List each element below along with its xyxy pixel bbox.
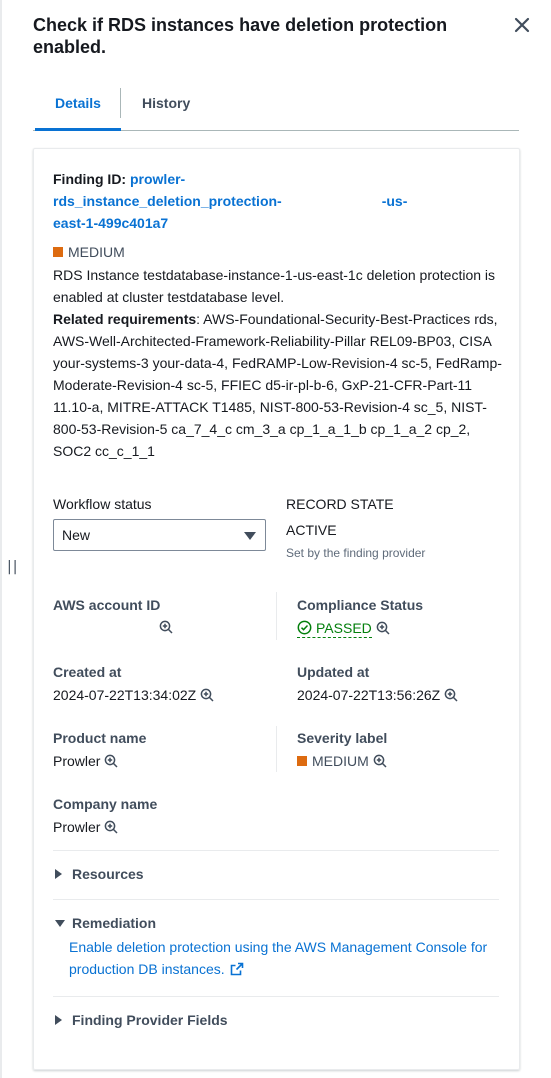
zoom-in-icon[interactable] [104, 820, 118, 834]
zoom-in-icon[interactable] [159, 620, 173, 634]
zoom-in-icon[interactable] [104, 754, 118, 768]
updated-at-value [297, 686, 458, 704]
created-at-value [53, 686, 214, 704]
finding-id-line3[interactable]: east-1-499c401a7 [53, 215, 169, 231]
tab-separator [120, 88, 121, 118]
tab-history[interactable]: History [142, 95, 191, 111]
finding-id-label: Finding ID: [53, 171, 127, 187]
severity-text: MEDIUM [68, 244, 125, 260]
status-badge [297, 618, 372, 638]
company-name-value [53, 818, 118, 836]
panel-header [33, 14, 503, 58]
finding-id-line1[interactable]: prowler- [129, 171, 186, 187]
updated-at-label: Updated at [297, 664, 370, 680]
company-name-text: Prowler [53, 819, 101, 835]
compliance-status-label: Compliance Status [297, 597, 424, 613]
zoom-in-icon[interactable] [376, 621, 390, 635]
remediation-label: Remediation [72, 915, 157, 931]
resources-expander[interactable] [55, 866, 144, 882]
tab-details[interactable]: Details [35, 86, 121, 131]
workflow-status-select[interactable] [53, 519, 266, 551]
record-state-note: Set by the finding provider [286, 546, 426, 560]
remediation-expander[interactable] [55, 915, 156, 931]
requirements-text: : AWS-Foundational-Security-Best-Practices rds, AWS-Well-Architected-Framework-Reliability-Pillar REL09-BP03, CISA your-systems-3 your-data-4, FedRAMP-Low-Revision-4 sc-5, FedRamp-Moderate-Revision-4 sc-5, FFIEC d5-ir-pl-b-6, GxP-21-CFR-Part-11 11.10-a, MITRE-ATTACK T1485, NIST-800-53-Revision-4 sc_5, NIST-800-53-Revision-5 ca_7_4_c cm_3_a cp_1_a_1_b cp_1_a_2 cp_2, SOC2 cc_c_1_1 [53, 311, 502, 459]
zoom-in-icon[interactable] [373, 754, 387, 768]
caret-right-icon [55, 1015, 62, 1025]
drag-handle-icon[interactable]: || [7, 559, 19, 575]
severity-label-label: Severity label [297, 730, 388, 746]
severity-square-icon [297, 756, 307, 766]
related-requirements [53, 308, 503, 462]
caret-down-icon [55, 920, 65, 927]
panel-title: Check if RDS instances have deletion protection enabled. [33, 15, 448, 57]
external-link-icon [230, 962, 244, 976]
record-state-value: ACTIVE [286, 522, 337, 538]
updated-at-text: 2024-07-22T13:56:26Z [297, 687, 441, 703]
product-name-text: Prowler [53, 753, 101, 769]
close-icon [511, 14, 533, 36]
aws-account-id-value [155, 620, 173, 634]
zoom-in-icon[interactable] [444, 688, 458, 702]
severity-label-text: MEDIUM [312, 753, 369, 769]
remediation-link-text: Enable deletion protection using the AWS Management Console for production DB instances. [69, 939, 488, 977]
product-name-value [53, 752, 118, 770]
section-divider [53, 899, 499, 900]
finding-provider-fields-expander[interactable] [55, 1012, 228, 1028]
finding-provider-fields-label: Finding Provider Fields [72, 1012, 228, 1028]
compliance-status-text: PASSED [316, 619, 372, 636]
section-divider [53, 850, 499, 851]
product-name-label: Product name [53, 730, 147, 746]
requirements-label: Related requirements [53, 311, 197, 327]
close-button[interactable] [511, 14, 533, 36]
created-at-label: Created at [53, 664, 122, 680]
workflow-status-label: Workflow status [53, 496, 152, 512]
tab-list [33, 86, 519, 131]
finding-id-line2a[interactable]: rds_instance_deletion_protection- [53, 193, 282, 209]
finding-id [53, 168, 413, 234]
severity-badge [53, 242, 125, 262]
severity-label-value [297, 752, 387, 770]
compliance-status-value [297, 618, 390, 638]
check-circle-icon [297, 620, 312, 635]
zoom-in-icon[interactable] [200, 688, 214, 702]
caret-down-icon [244, 532, 256, 540]
resources-label: Resources [72, 866, 144, 882]
column-divider [276, 726, 277, 772]
severity-square-icon [53, 247, 63, 257]
caret-right-icon [55, 869, 62, 879]
company-name-label: Company name [53, 796, 158, 812]
record-state-label: RECORD STATE [286, 496, 394, 512]
finding-id-line2b[interactable]: -us- [381, 193, 408, 209]
remediation-link[interactable] [69, 936, 489, 980]
created-at-text: 2024-07-22T13:34:02Z [53, 687, 197, 703]
finding-description: RDS Instance testdatabase-instance-1-us-east-1c deletion protection is enabled at cluster testdatabase level. [53, 267, 496, 305]
panel-left-border [0, 0, 2, 1078]
section-divider [53, 996, 499, 997]
column-divider [276, 592, 277, 640]
aws-account-id-label: AWS account ID [53, 597, 161, 613]
workflow-status-value: New [62, 527, 91, 543]
